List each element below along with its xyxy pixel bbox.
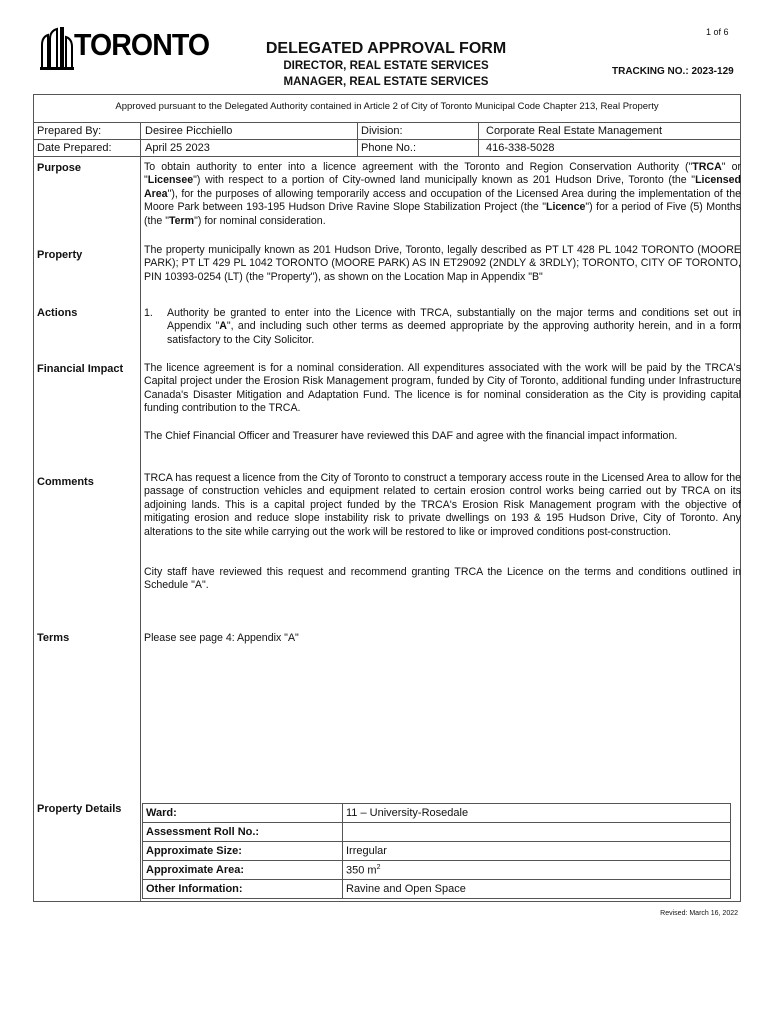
form-subtitle-line1: DIRECTOR, REAL ESTATE SERVICES [283,60,489,72]
assessment-roll-value [343,823,731,842]
financial-impact-text: The licence agreement is for a nominal consideration. All expenditures associated with the work will be paid by the TRCA's Capital project under the Erosion Risk Management program, funded by City of Toronto, additional funding under Infrastructure Canada's Disaster Mitigation and Adaptation Fund. The licence is for nominal consideration as the City is providing capital funding contribution to the TRCA. [144,362,741,415]
approximate-size-value: Irregular [343,842,731,861]
approximate-area-label: Approximate Area: [143,861,343,880]
approximate-size-label: Approximate Size: [143,842,343,861]
purpose-text: To obtain authority to enter into a licence agreement with the Toronto and Region Conservation Authority ("TRCA" or "Licensee") with respect to a portion of City-owned land municipally known as 201 Hudson Drive, Toronto (the "Licensed Area"), for the purposes of allowing temporarily access and occupation of the Licensed Area during the implementation of the Moore Park between 193-195 Hudson Drive Ravine Slope Stabilization Project (the "Licence") for a period of Five (5) Months (the "Term") for nominal consideration. [144,161,742,227]
city-hall-icon [40,25,74,70]
table-row [143,861,731,880]
property-label: Property [37,249,83,261]
division-value: Corporate Real Estate Management [486,125,663,137]
comments-staff-note: City staff have reviewed this request and recommend granting TRCA the Licence on the terms and conditions outlined in Schedule "A". [144,566,741,592]
comments-label: Comments [37,476,94,488]
other-information-value: Ravine and Open Space [343,880,731,899]
divider [357,122,358,156]
action-item-text: Authority be granted to enter into the Licence with TRCA, substantially on the major terms and conditions set out in Appendix "A", and including such other terms as deemed appropriate by the approving authority herein, and in a form satisfactory to the City Solicitor. [167,307,741,346]
logo-wordmark: TORONTO [74,27,210,62]
terms-text: Please see page 4: Appendix "A" [144,632,299,644]
assessment-roll-label: Assessment Roll No.: [143,823,343,842]
table-row [143,804,731,823]
property-details-table [142,803,731,899]
form-subtitle-line2: MANAGER, REAL ESTATE SERVICES [283,76,489,88]
ward-value: 11 – University-Rosedale [343,804,731,823]
financial-impact-cfo-note: The Chief Financial Officer and Treasurer have reviewed this DAF and agree with the financial impact information. [144,430,678,442]
table-row [143,823,731,842]
approximate-area-value: 350 $m^2$ [343,861,731,880]
prepared-by-label: Prepared By: [37,125,102,137]
ward-label: Ward: [143,804,343,823]
property-details-label: Property Details [37,803,122,815]
financial-impact-label: Financial Impact [37,363,124,375]
divider [140,122,141,902]
page-indicator: 1 of 6 [706,27,729,37]
other-information-label: Other Information: [143,880,343,899]
city-of-toronto-logo [40,25,210,70]
actions-label: Actions [37,307,78,319]
divider [478,122,479,156]
prepared-by-value: Desiree Picchiello [145,125,233,137]
comments-text: TRCA has request a licence from the City of Toronto to construct a temporary access route in the Licensed Area to allow for the passage of construction vehicles and equipment related to certain erosion control works being carried out by TRCA on its adjoining lands. This is a capital project funded by the TRCA's Erosion Risk Management program with the objective of mitigating erosion and reduce slope instability risk to private dwellings on 193 & 195 Hudson Drive, City of Toronto. Any alterations to the site while carrying out the work will be restored to like or improved conditions post-construction. [144,472,741,538]
revised-date: Revised: March 16, 2022 [660,910,738,917]
terms-label: Terms [37,632,70,644]
approval-note: Approved pursuant to the Delegated Authority contained in Article 2 of City of Toronto Municipal Code Chapter 213, Real Property [115,101,659,112]
phone-label: Phone No.: [361,142,417,154]
table-row [143,880,731,899]
date-prepared-label: Date Prepared: [37,142,112,154]
division-label: Division: [361,125,403,137]
form-title: DELEGATED APPROVAL FORM [265,40,507,57]
property-text: The property municipally known as 201 Hudson Drive, Toronto, legally described as PT LT 428 PL 1042 TORONTO (MOORE PARK); PT LT 429 PL 1042 TORONTO (MOORE PARK) AS IN ET29092 (2NDLY & 3RDLY); TORONTO, CITY OF TORONTO, PIN 10393-0254 (LT) (the "Property"), as shown on the Location Map in Appendix "B" [144,244,741,283]
action-number: 1. [144,307,153,319]
tracking-number: TRACKING NO.: 2023-129 [612,66,734,77]
table-row [143,842,731,861]
date-prepared-value: April 25 2023 [145,142,210,154]
purpose-label: Purpose [37,162,82,174]
phone-value: 416-338-5028 [486,142,555,154]
